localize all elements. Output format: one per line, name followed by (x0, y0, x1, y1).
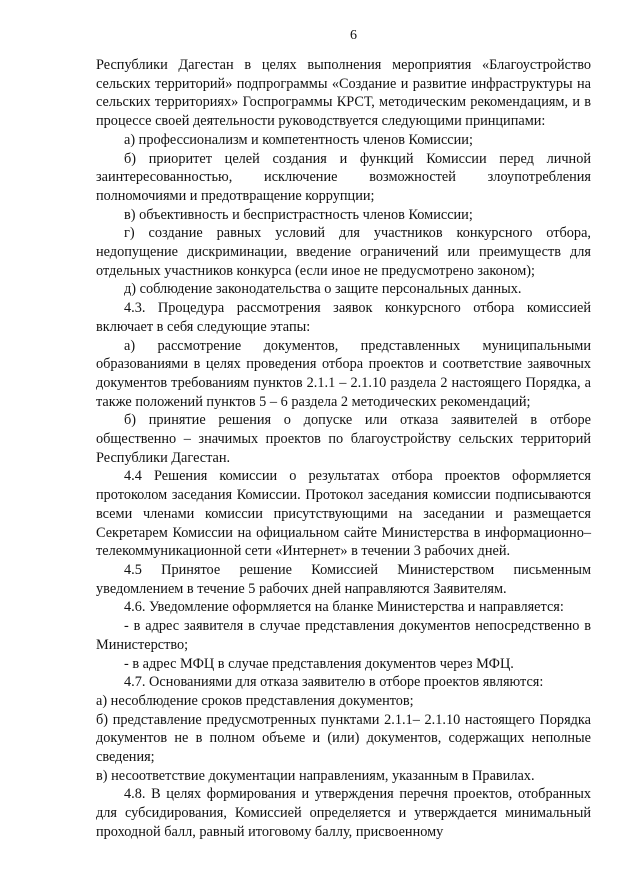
paragraph: г) создание равных условий для участников конкурсного отбора, недопущение дискриминации, введение ограничений или преимуществ для отдельных участников конкурса (если иное не предусмотрено законом); (96, 225, 591, 279)
paragraph: д) соблюдение законодательства о защите персональных данных. (124, 281, 522, 298)
paragraph: 4.6. Уведомление оформляется на бланке Министерства и направляется: (124, 599, 564, 616)
paragraph: а) профессионализм и компетентность членов Комиссии; (124, 131, 473, 148)
paragraph: в) объективность и беспристрастность членов Комиссии; (124, 206, 473, 223)
paragraph: б) представление предусмотренных пунктами 2.1.1– 2.1.10 настоящего Порядка документов не в полном объеме и (или) документов, содержащих неполные сведения; (96, 711, 591, 766)
paragraph: а) рассмотрение документов, представленных муниципальными образованиями в целях проведения отбора проектов и соответствие заявочных документов требованиям пунктов 2.1.1 – 2.1.10 раздела 2 настоящего Порядка, а также положений пунктов 5 – 6 раздела 2 методических рекомендаций; (96, 337, 591, 410)
paragraph: 4.7. Основаниями для отказа заявителю в отборе проектов являются: (124, 674, 544, 691)
paragraph: б) принятие решения о допуске или отказа заявителей в отборе общественно – значимых проектов по благоустройству сельских территорий Республики Дагестан. (96, 412, 591, 466)
paragraph: 4.4 Решения комиссии о результатах отбора проектов оформляется протоколом заседания Комиссии. Протокол заседания комиссии подписываются всеми членами комиссии присутствующими на заседании и размещается Секретарем Комиссии на официальном сайте Министерства в информационно– телекоммуникационной сети «Интернет» в течении 3 рабочих дней. (96, 468, 591, 560)
paragraph: 4.3. Процедура рассмотрения заявок конкурсного отбора комиссией включает в себя следующие этапы: (96, 300, 591, 335)
paragraph: 4.5 Принятое решение Комиссией Министерством письменным уведомлением в течение 5 рабочих дней направляются Заявителям. (96, 561, 591, 597)
paragraph: - в адрес МФЦ в случае представления документов через МФЦ. (124, 655, 514, 672)
paragraph: б) приоритет целей создания и функций Комиссии перед личной заинтересованностью, исключение возможностей злоупотребления полномочиями и предотвращение коррупции; (96, 150, 591, 204)
page-number: 6 (350, 28, 357, 43)
paragraph: 4.8. В целях формирования и утверждения перечня проектов, отобранных для субсидирования, Комиссией определяется и утверждается минимальный проходной балл, равный итоговому баллу, присвоенному (96, 786, 591, 840)
document-body (96, 56, 591, 842)
paragraph: а) несоблюдение сроков представления документов; (96, 692, 414, 709)
paragraph: в) несоответствие документации направлениям, указанным в Правилах. (96, 767, 535, 784)
paragraph: - в адрес заявителя в случае представления документов непосредственно в Министерство; (96, 618, 591, 653)
paragraph: Республики Дагестан в целях выполнения мероприятия «Благоустройство сельских территорий» подпрограммы «Создание и развитие инфраструктуры на сельских территориях» Госпрограммы КРСТ, методическим рекомендациям, и в процессе своей деятельности руководствуется следующими принципами: (96, 57, 591, 130)
